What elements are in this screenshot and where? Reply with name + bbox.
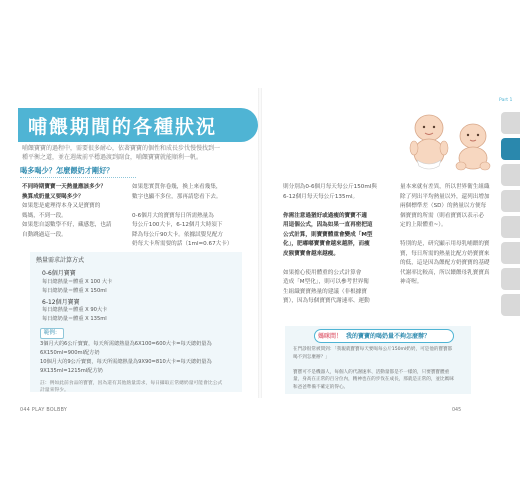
- page-title: 哺餵期間的各種狀況: [28, 116, 218, 138]
- group1-line: 每日總奶量＝體重 X 150ml: [42, 288, 107, 294]
- text-line: 每公斤100大卡，6-12個月大時須下: [132, 222, 223, 228]
- group1-line: 每日總熱量＝體重 X 100 大卡: [42, 279, 113, 285]
- heading-divider: [20, 177, 136, 178]
- note-line: 註：例如此前食品的寶寶，因為還有其他熱量需求，每日攝取正常總奶量可能會比公式: [40, 381, 223, 386]
- faq-line: 在門診很常被問到：「我親就寶寶每天要喝每公斤150ml奶奶，可是他的寶寶都: [293, 347, 453, 352]
- chapter-tab[interactable]: [501, 190, 520, 212]
- text-line: 6-12個月每天每公斤135ml。: [283, 193, 359, 200]
- chapter-tab[interactable]: [501, 216, 520, 238]
- text-line: 你需注意過猶好或過瘦的寶寶不適: [283, 212, 367, 219]
- chapter-tab[interactable]: [501, 138, 520, 160]
- calculation-heading: 熱量需求計算方式: [36, 257, 85, 264]
- text-line: 公式計算，則寶寶體重會變成「M型: [283, 231, 373, 238]
- section-question-heading: 喝多喝少？怎麼餵奶才剛好？: [20, 166, 114, 175]
- text-line: 的低，這是因為餵配方奶寶寶的基礎: [400, 260, 490, 266]
- example-line: 3個月大的6公斤寶寶，每天所需總熱量為6X100=600大卡=每天總奶量為: [40, 341, 212, 347]
- example-line: 6X150ml=900ml配方奶: [40, 350, 100, 356]
- baby-sitting-icon: [410, 115, 448, 169]
- example-line: 9X135ml=1215ml配方奶: [40, 368, 103, 374]
- text-line: 寶），因為每個寶寶代謝速率、運動: [283, 298, 370, 304]
- faq-tag: 媽咪問！: [318, 333, 343, 340]
- part-label: Part 1: [499, 98, 513, 103]
- text-line: 用這個公式，因為如果一直再密把這: [283, 222, 373, 228]
- text-line: 降為每公斤90大卡。依據試嬰兒配方: [132, 231, 224, 238]
- text-line: 造成「M型化」，則可以參考世界衛: [283, 279, 369, 285]
- text-line: 兩個標準差（SD）的熱量以方便每: [400, 203, 487, 209]
- faq-line: 喝不到怎麼辦？」: [293, 354, 330, 360]
- faq-title: 我的寶寶的喝奶量不夠怎麼辦？: [346, 333, 431, 340]
- group2-line: 每日總奶量＝體重 X 135ml: [42, 316, 107, 322]
- chapter-tab[interactable]: [501, 242, 520, 264]
- intro-line: 哺餵寶寶的過程中，需要很多耐心，依著寶寶的個性和成長步伐慢慢找到一: [22, 145, 221, 152]
- text-line: 如果您實質你卷幾，換上來看幾集，: [132, 184, 222, 190]
- text-line: 化」，肥嘟嘟寶寶會越來越胖，而瘦: [283, 241, 370, 247]
- text-line: 則分別為0-6個月每天每公斤150ml與: [283, 184, 377, 190]
- text-line: 不同時期寶寶一天熱量應該多少？: [22, 184, 106, 190]
- group2-line: 每日總熱量＝體重 X 90大卡: [42, 307, 108, 313]
- left-page-footer: 044 PLAY BOLBBY: [20, 408, 68, 413]
- example-tag: 範例：: [40, 328, 64, 339]
- example-line: 10個月大的9公斤寶寶，每天所需總熱量為9X90=810大卡=每天總奶量為: [40, 359, 212, 365]
- calculation-note: [40, 380, 222, 394]
- right-page-footer: 045: [452, 408, 462, 413]
- text-line: 奶每大卡所需要的話（1ml=0.67大卡）: [132, 241, 233, 247]
- chapter-tab[interactable]: [501, 294, 520, 316]
- text-line: 個寶寶的所需（則看寶寶以表示必: [400, 212, 484, 219]
- text-line: 換算成奶量又要喝多少？: [22, 193, 84, 200]
- text-line: 皮猴寶寶會越來越瘦。: [283, 250, 339, 257]
- text-line: 代謝率比較高，所以餵餵母乳寶寶真: [400, 269, 490, 276]
- text-line: 0-6個月大的寶寶每日所需熱量為: [132, 212, 214, 219]
- group2-heading: 6-12個月寶寶: [42, 299, 80, 306]
- text-line: 如果您是處理得本身又是寶寶的: [22, 203, 101, 209]
- book-gutter: [258, 88, 262, 398]
- text-line: 寶，每日所需的熱量比配方奶寶寶來: [400, 250, 490, 257]
- text-line: 如果您自認數學不好，藏感您，也請: [22, 222, 112, 228]
- text-line: 生組織寶寶熱量的建議（非根據寶: [283, 288, 367, 295]
- text-line: 數字也顯不多位，那再請您看下去。: [132, 193, 222, 200]
- text-line: 如果擔心使用體重的公式計算會: [283, 269, 362, 276]
- faq-line: 寶寶可不是機器人，每個人的代謝速率、活動量都是不一樣的，只要寶寶體重: [293, 369, 450, 375]
- text-line: 除了列出平均熱量以外，還列出增加: [400, 193, 490, 200]
- chapter-tab[interactable]: [501, 112, 520, 134]
- text-line: 自動跳過這一段。: [22, 231, 67, 238]
- baby-illustration: [405, 108, 495, 174]
- text-line: 媽媽，不到一段。: [22, 212, 67, 219]
- chapter-tab[interactable]: [501, 164, 520, 186]
- text-line: 定的上限體重~）。: [400, 222, 447, 228]
- intro-line: 種平衡之道，並在週歲前平穩過渡到副食，哺餵寶寶就能順利一帆。: [22, 154, 203, 161]
- chapter-tab[interactable]: [501, 268, 520, 290]
- note-line: 計量來得少。: [40, 388, 69, 393]
- faq-line: 和爸爸準備不確定的得心。: [293, 384, 349, 390]
- baby-crawling-icon: [456, 124, 490, 170]
- text-line: 特別的是，研究顯示用母乳哺餵的寶: [400, 241, 490, 247]
- faq-line: 量，身高在正常的百分位內，精神也在的步伐在成長，那就是正常的，並比媽咪: [293, 377, 454, 382]
- text-line: 神奇喔。: [400, 279, 423, 285]
- text-line: 量本來就有差異，所以世界衛生組織: [400, 184, 490, 190]
- group1-heading: 0-6個月寶寶: [42, 270, 76, 277]
